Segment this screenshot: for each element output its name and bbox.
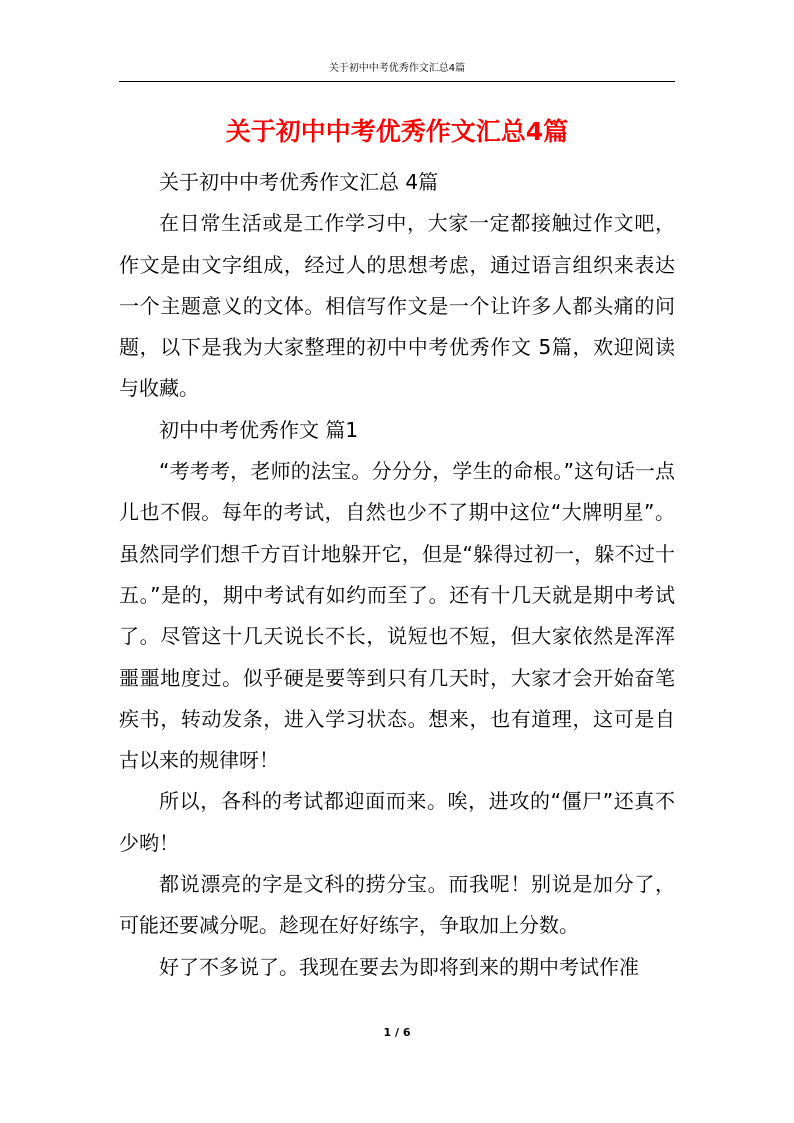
- document-body: [119, 162, 675, 988]
- section-heading: 初中中考优秀作文 篇1: [159, 417, 359, 442]
- running-header: 关于初中中考优秀作文汇总4篇: [328, 63, 466, 74]
- document-title: 关于初中中考优秀作文汇总4篇: [225, 117, 569, 146]
- body-paragraph: “考考考，老师的法宝。分分分，学生的命根。”这句话一点儿也不假。每年的考试，自然也少不了期中这位“大牌明星”。虽然同学们想千方百计地躲开它，但是“躲得过初一，躲不过十五。”是的，期中考试有如约而至了。还有十几天就是期中考试了。尽管这十几天说长不长，说短也不短，但大家依然是浑浑噩噩地度过。似乎硬是要等到只有几天时，大家才会开始奋笔疾书，转动发条，进入学习状态。想来，也有道理，这可是自古以来的规律呀！: [119, 459, 675, 773]
- subtitle-paragraph: 关于初中中考优秀作文汇总 4篇: [159, 170, 439, 194]
- intro-paragraph: 在日常生活或是工作学习中，大家一定都接触过作文吧，作文是由文字组成，经过人的思想考虑，通过语言组织来表达一个主题意义的文体。相信写作文是一个让许多人都头痛的问题，以下是我为大家整理的初中中考优秀作文 5篇，欢迎阅读与收藏。: [119, 211, 675, 401]
- body-paragraph: 好了不多说了。我现在要去为即将到来的期中考试作准: [159, 954, 639, 979]
- body-paragraph: 都说漂亮的字是文科的捞分宝。而我呢！别说是加分了，可能还要减分呢。趁现在好好练字，争取加上分数。: [119, 872, 675, 938]
- page-number: 1 / 6: [383, 1026, 411, 1039]
- body-paragraph: 所以，各科的考试都迎面而来。唉，进攻的“僵尸”还真不少哟！: [119, 789, 675, 855]
- header-divider: [119, 81, 675, 82]
